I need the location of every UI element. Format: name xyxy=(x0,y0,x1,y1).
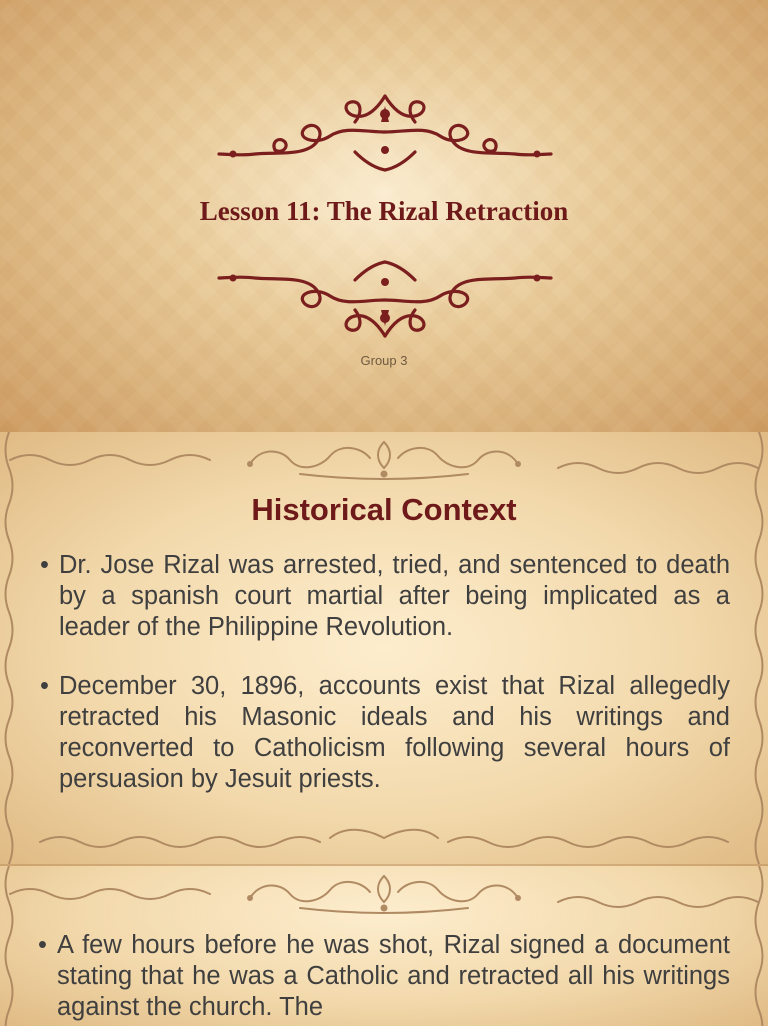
top-border-ornament xyxy=(0,868,768,918)
title-slide xyxy=(0,0,768,432)
top-flourish-ornament xyxy=(215,92,555,174)
bullet-list xyxy=(38,930,730,1023)
bullet-list xyxy=(40,550,730,795)
bullet-text: A few hours before he was shot, Rizal signed a document stating that he was a Catholic and retracted all his writings against the church. The xyxy=(57,931,730,1021)
slide-title: Lesson 11: The Rizal Retraction xyxy=(199,196,569,226)
slide-subtitle: Group 3 xyxy=(360,353,408,368)
bullet-item xyxy=(38,930,730,1023)
bottom-flourish-ornament xyxy=(215,258,555,340)
top-border-ornament xyxy=(0,434,768,484)
right-border-ornament xyxy=(750,866,768,1026)
bullet-text: Dr. Jose Rizal was arrested, tried, and sentenced to death by a spanish court martial after being implicated as a leader of the Philippine Revolution. xyxy=(59,551,730,641)
content-slide-historical-context xyxy=(0,432,768,864)
slide-heading: Historical Context xyxy=(251,492,517,527)
bullet-marker: • xyxy=(40,551,49,579)
bullet-item xyxy=(40,671,730,795)
bullet-text: December 30, 1896, accounts exist that Rizal allegedly retracted his Masonic ideals and his writings and reconverted to Catholicism following several hours of persuasion by Jesuit priests. xyxy=(59,672,730,793)
bullet-marker: • xyxy=(38,931,47,959)
left-border-ornament xyxy=(0,866,18,1026)
content-slide-continued xyxy=(0,864,768,1026)
bullet-marker: • xyxy=(40,672,49,700)
bottom-border-ornament xyxy=(0,824,768,864)
bullet-item xyxy=(40,550,730,643)
